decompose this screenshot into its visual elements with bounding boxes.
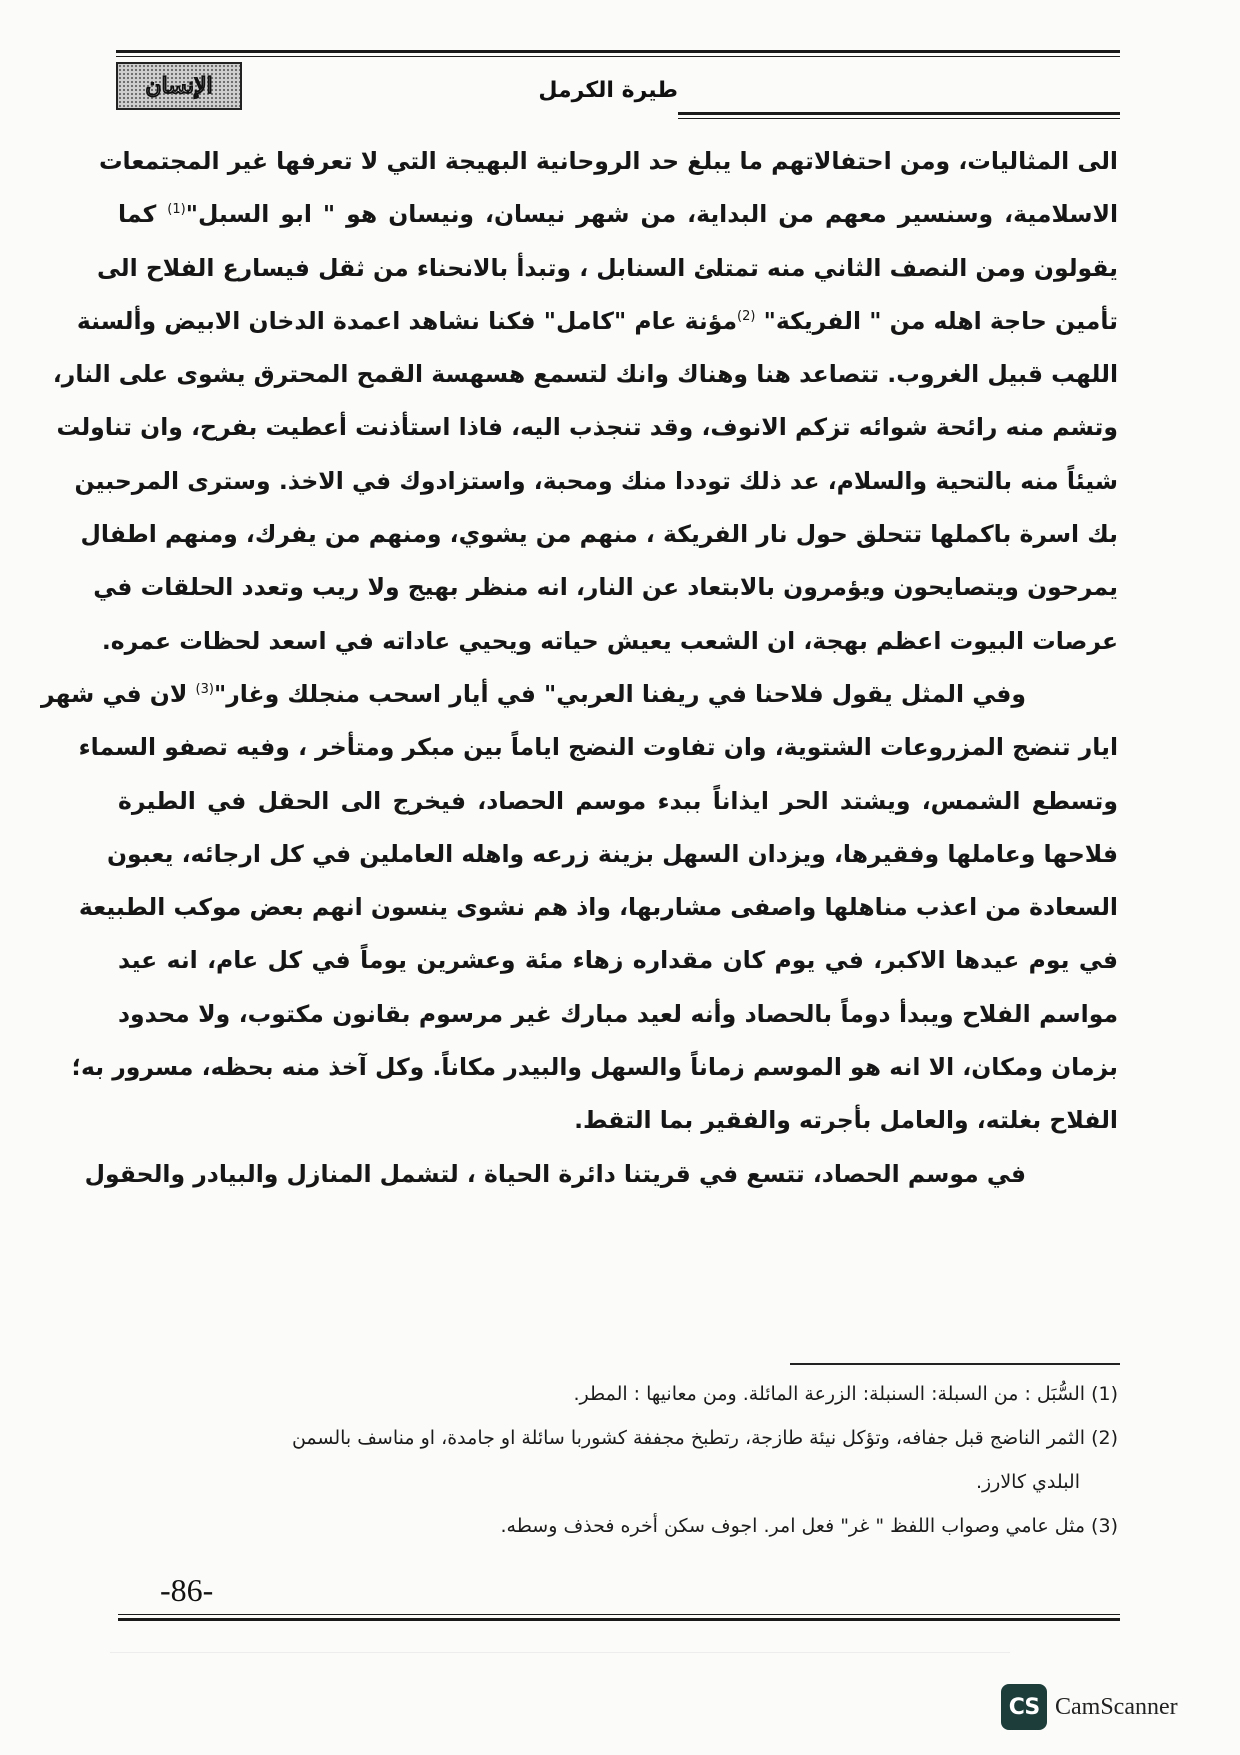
camscanner-label: CamScanner	[1055, 1693, 1178, 1720]
body-text	[41, 135, 1118, 1201]
body-line: بك اسرة باكملها تتحلق حول نار الفريكة ، منهم من يشوي، ومنهم من يفرك، ومنهم اطفال	[80, 520, 1118, 549]
running-title: طيرة الكرمل	[538, 78, 678, 103]
body-line: يقولون ومن النصف الثاني منه تمتلئ السنابل ، وتبدأ بالانحناء من ثقل فيسارع الفلاح الى	[97, 253, 1118, 282]
footnotes	[118, 1372, 1118, 1548]
header-badge-label: الإنسان	[145, 73, 213, 99]
header-rule-top	[116, 50, 1120, 53]
body-line-text: وفي المثل يقول فلاحنا في ريفنا العربي" في أيار اسحب منجلك وغار"$^{(3)}$ لان في شهر	[41, 679, 1026, 708]
footer-rule-thick	[118, 1618, 1120, 1621]
body-line-text: الاسلامية، وسنسير معهم من البداية، من شهر نيسان، ونيسان هو " ابو السبل"$^{(1)}$ كما	[118, 200, 1118, 229]
body-line: اللهب قبيل الغروب. تتصاعد هنا وهناك وانك لتسمع هسهسة القمح المحترق يشوى على النار،	[52, 360, 1118, 389]
body-line: شيئاً منه بالتحية والسلام، عد ذلك توددا منك ومحبة، واستزادوك في الاخذ. وسترى المرحبين	[74, 466, 1118, 495]
body-line: عرصات البيوت اعظم بهجة، ان الشعب يعيش حياته ويحيي عاداته في اسعد لحظات عمره.	[101, 626, 1118, 655]
footnote-1: (1) السُّبَل : من السبلة: السنبلة: الزرعة المائلة. ومن معانيها : المطر.	[573, 1383, 1118, 1405]
footnote-2-continued: البلدي كالارز.	[975, 1471, 1080, 1493]
body-line: بزمان ومكان، الا انه هو الموسم زماناً والسهل والبيدر مكاناً. وكل آخذ منه بحظه، مسرور به؛	[71, 1053, 1118, 1082]
body-line: وتسطع الشمس، ويشتد الحر ايذاناً ببدء موسم الحصاد، فيخرج الى الحقل في الطيرة	[118, 786, 1118, 815]
header-badge	[116, 62, 242, 110]
camscanner-logo-icon: CS	[1001, 1684, 1047, 1730]
body-line: مواسم الفلاح ويبدأ دوماً بالحصاد وأنه لعيد مبارك غير مرسوم بقانون مكتوب، ولا محدود	[118, 999, 1118, 1028]
body-line: السعادة من اعذب مناهلها واصفى مشاربها، واذ هم نشوى ينسون انهم بعض موكب الطبيعة	[78, 893, 1118, 922]
body-line	[41, 668, 1118, 721]
body-line: الى المثاليات، ومن احتفالاتهم ما يبلغ حد الروحانية البهيجة التي لا تعرفها غير المجتمعات	[98, 147, 1118, 175]
header-rule-top-thin	[116, 56, 1120, 57]
footer-rule-thin	[118, 1614, 1120, 1615]
body-line: الفلاح بغلته، والعامل بأجرته والفقير بما التقط.	[574, 1106, 1118, 1135]
body-line	[76, 295, 1118, 348]
header-rule-bottom	[678, 112, 1120, 115]
scan-artifact-line	[110, 1652, 1010, 1653]
page-number: -86-	[160, 1572, 214, 1608]
body-line: في يوم عيدها الاكبر، في يوم كان مقداره زهاء مئة وعشرين يوماً في كل عام، انه عيد	[118, 946, 1118, 975]
body-line: في موسم الحصاد، تتسع في قريتنا دائرة الحياة ، لتشمل المنازل والبيادر والحقول	[84, 1159, 1026, 1188]
footnote-separator	[790, 1363, 1120, 1365]
body-line: وتشم منه رائحة شوائه تزكم الانوف، وقد تنجذب اليه، فاذا استأذنت أعطيت بفرح، وان تناولت	[56, 413, 1118, 442]
header-rule-bottom-thin	[678, 118, 1120, 119]
body-line: فلاحها وعاملها وفقيرها، ويزدان السهل بزينة زرعه واهله العاملين في كل ارجائه، يعبون	[106, 839, 1118, 868]
body-line: ايار تنضج المزروعات الشتوية، وان تفاوت النضج اياماً بين مبكر ومتأخر ، وفيه تصفو السماء	[78, 733, 1118, 762]
body-line-text: تأمين حاجة اهله من " الفريكة" $^{(2)}$مؤنة عام "كامل" فكنا نشاهد اعمدة الدخان الابيض وألسنة	[76, 306, 1118, 335]
footnote-3: (3) مثل عامي وصواب اللفظ " غر" فعل امر. اجوف سكن أخره فحذف وسطه.	[500, 1515, 1118, 1537]
camscanner-watermark	[1001, 1684, 1178, 1730]
body-line	[118, 188, 1118, 241]
body-line: يمرحون ويتصايحون ويؤمرون بالابتعاد عن النار، انه منظر بهيج ولا ريب وتعدد الحلقات في	[93, 573, 1118, 602]
footnote-2: (2) الثمر الناضج قبل جفافه، وتؤكل نيئة طازجة، رتطبخ مجففة كشوربا سائلة او جامدة، او مناسف بالسمن	[291, 1427, 1118, 1449]
